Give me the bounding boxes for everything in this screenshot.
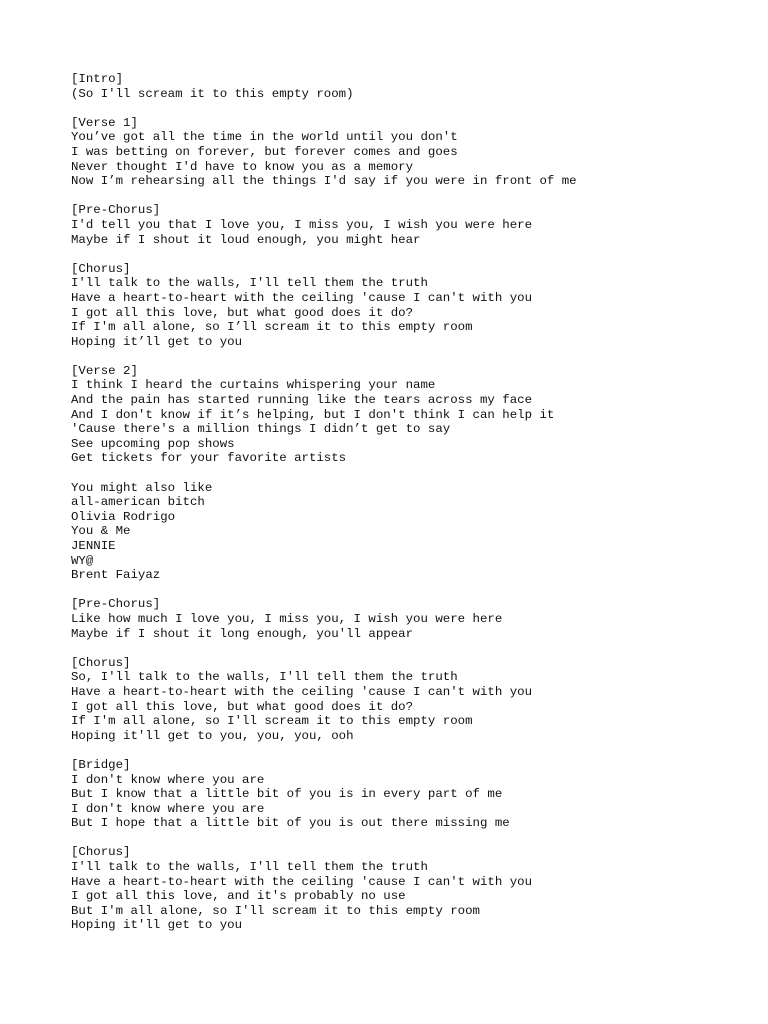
lyric-line: And I don't know if it’s helping, but I don't think I can help it xyxy=(71,407,555,422)
section-header: [Intro] xyxy=(71,72,124,86)
lyric-line: If I'm all alone, so I'll scream it to this empty room xyxy=(71,714,473,729)
section-header: [Pre-Chorus] xyxy=(71,597,161,612)
lyric-line: I'll talk to the walls, I'll tell them the truth xyxy=(71,860,428,875)
lyric-line: Have a heart-to-heart with the ceiling 'cause I can't with you xyxy=(71,290,533,305)
section-header: [Chorus] xyxy=(71,655,131,670)
section-header: [Pre-Chorus] xyxy=(71,203,161,218)
blank-line xyxy=(71,101,751,116)
lyric-line: Maybe if I shout it loud enough, you might hear xyxy=(71,232,421,247)
blank-line xyxy=(71,641,751,656)
lyric-line: WY@ xyxy=(71,553,94,568)
lyric-line: I got all this love, but what good does it do? xyxy=(71,699,414,714)
lyric-line: Have a heart-to-heart with the ceiling 'cause I can't with you xyxy=(71,874,533,889)
lyric-line: I don't know where you are xyxy=(71,801,265,816)
section-header: [Verse 1] xyxy=(71,115,138,130)
blank-line xyxy=(71,349,751,364)
lyric-line: You’ve got all the time in the world until you don't xyxy=(71,130,458,145)
lyric-line: And the pain has started running like the tears across my face xyxy=(71,393,533,408)
blank-line xyxy=(71,743,751,758)
lyric-line: But I hope that a little bit of you is out there missing me xyxy=(71,816,510,831)
lyric-line: But I know that a little bit of you is in every part of me xyxy=(71,787,503,802)
lyric-line: But I'm all alone, so I'll scream it to this empty room xyxy=(71,903,480,918)
blank-line xyxy=(71,831,751,846)
blank-line xyxy=(71,247,751,262)
lyric-line: Have a heart-to-heart with the ceiling 'cause I can't with you xyxy=(71,684,533,699)
lyric-line: So, I'll talk to the walls, I'll tell them the truth xyxy=(71,670,458,685)
lyric-line: If I'm all alone, so I’ll scream it to this empty room xyxy=(71,320,473,335)
lyric-line: Hoping it'll get to you xyxy=(71,918,243,933)
lyric-line: Like how much I love you, I miss you, I wish you were here xyxy=(71,611,503,626)
lyric-line: all-american bitch xyxy=(71,495,205,510)
blank-line xyxy=(71,189,751,204)
lyric-line: Brent Faiyaz xyxy=(71,568,161,583)
blank-line xyxy=(71,466,751,481)
lyric-line: I got all this love, and it's probably no use xyxy=(71,889,406,904)
lyric-line: Hoping it'll get to you, you, you, ooh xyxy=(71,728,354,743)
lyric-line: Now I’m rehearsing all the things I'd say if you were in front of me xyxy=(71,174,577,189)
lyric-line: Olivia Rodrigo xyxy=(71,509,176,524)
lyric-line: Get tickets for your favorite artists xyxy=(71,451,347,466)
lyric-line: Hoping it’ll get to you xyxy=(71,334,243,349)
blank-line xyxy=(71,583,751,598)
lyric-line: I got all this love, but what good does it do? xyxy=(71,305,414,320)
section-header: [Chorus] xyxy=(71,261,131,276)
lyric-line: I think I heard the curtains whispering your name xyxy=(71,378,436,393)
lyric-line: Maybe if I shout it long enough, you'll appear xyxy=(71,626,414,641)
section-header: [Verse 2] xyxy=(71,363,138,378)
lyric-line: I was betting on forever, but forever comes and goes xyxy=(71,144,458,159)
lyric-line: (So I'll scream it to this empty room) xyxy=(71,86,354,101)
lyric-line: See upcoming pop shows xyxy=(71,436,235,451)
lyric-line: I'll talk to the walls, I'll tell them the truth xyxy=(71,276,428,291)
lyric-line: You & Me xyxy=(71,524,131,539)
lyric-line: JENNIE xyxy=(71,539,116,553)
lyric-line: I'd tell you that I love you, I miss you, I wish you were here xyxy=(71,217,533,232)
lyric-line: I don't know where you are xyxy=(71,772,265,787)
lyric-line: 'Cause there's a million things I didn’t get to say xyxy=(71,422,451,437)
lyric-line: You might also like xyxy=(71,480,213,495)
section-header: [Bridge] xyxy=(71,757,131,772)
lyrics-document xyxy=(71,72,751,933)
lyric-line: Never thought I'd have to know you as a memory xyxy=(71,159,414,174)
section-header: [Chorus] xyxy=(71,845,131,860)
